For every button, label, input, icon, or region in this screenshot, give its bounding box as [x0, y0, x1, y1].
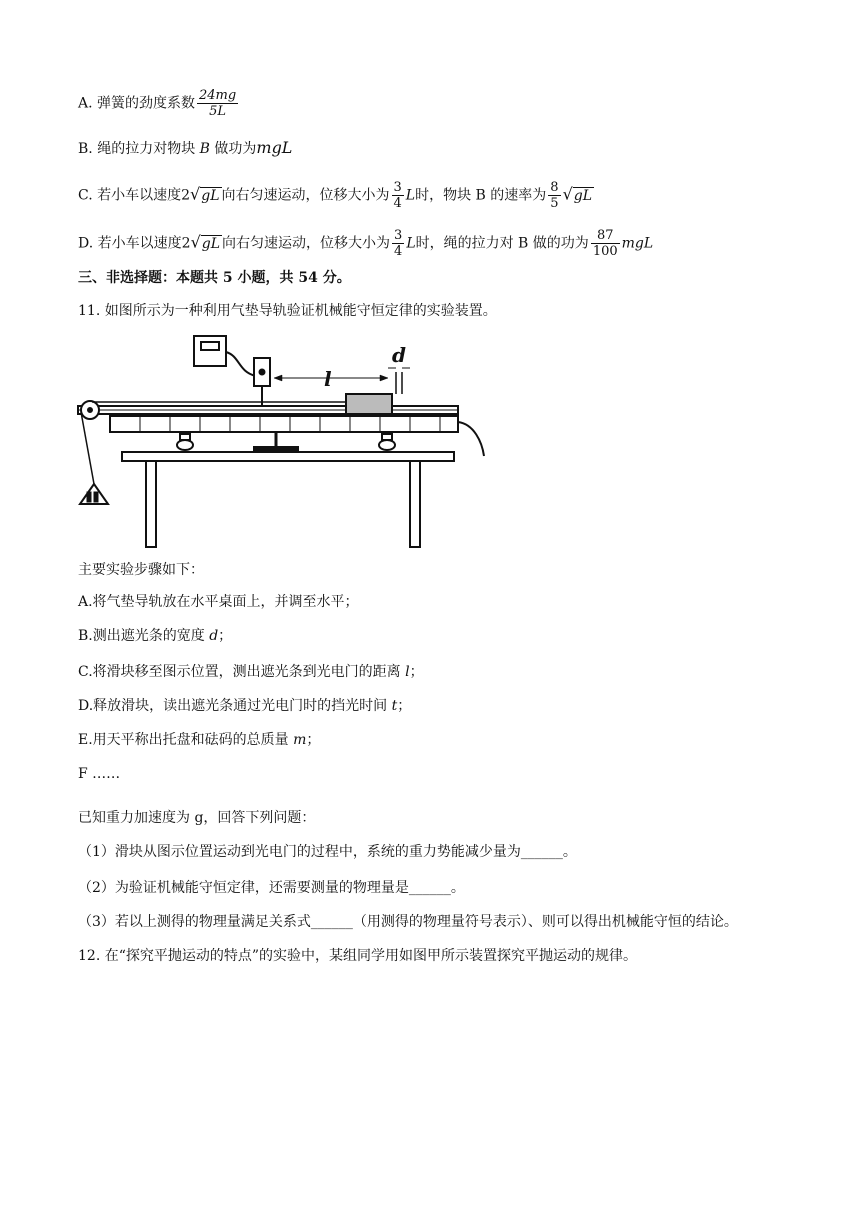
fraction: $\frac{3}{4}$ — [394, 228, 403, 259]
fraction: $\frac{3}{4}$ — [393, 180, 402, 211]
step-b: B.测出遮光条的宽度 d； — [78, 628, 233, 644]
label-d: d — [392, 343, 406, 367]
fraction: $\frac{24mg}{5L}$ — [199, 88, 237, 119]
step-a: A.将气垫导轨放在水平桌面上，并调至水平； — [78, 594, 359, 610]
part-2: （2）为验证机械能守恒定律，还需要测量的物理量是______。 — [78, 880, 465, 896]
fraction: $\frac{8}{5}$ — [550, 180, 559, 211]
step-d: D.释放滑块，读出遮光条通过光电门时的挡光时间 t； — [78, 698, 412, 714]
fraction: $\frac{87}{100}$ — [592, 228, 618, 259]
steps-title: 主要实验步骤如下： — [78, 562, 204, 578]
air-track-apparatus-figure — [70, 332, 500, 550]
part-1: （1）滑块从图示位置运动到光电门的过程中，系统的重力势能减少量为______。 — [78, 844, 577, 860]
part-3: （3）若以上测得的物理量满足关系式______（用测得的物理量符号表示）、则可以得出机械能守恒的结论。 — [78, 914, 738, 930]
section-heading: 三、非选择题：本题共 5 小题，共 54 分。 — [78, 270, 351, 286]
option-d: D. 若小车以速度2√gL 向右匀速运动，位移大小为 $\frac{3}{4}$ L时，绳的拉力对 B 做的功为 $\frac{87}{100}$ mgL — [78, 228, 654, 259]
option-c: C. 若小车以速度2√gL 向右匀速运动，位移大小为 $\frac{3}{4}$ L时，物块 B 的速率为 $\frac{8}{5}$ √gL — [78, 180, 593, 211]
option-b: B. 绳的拉力对物块 B 做功为mgL — [78, 138, 293, 157]
step-c: C.将滑块移至图示位置，测出遮光条到光电门的距离 l； — [78, 664, 424, 680]
option-a: A. 弹簧的劲度系数 $\frac{24mg}{5L}$ — [78, 88, 237, 119]
step-e: E.用天平称出托盘和砝码的总质量 m； — [78, 732, 321, 748]
question-11-stem: 11. 如图所示为一种利用气垫导轨验证机械能守恒定律的实验装置。 — [78, 303, 497, 319]
given-statement: 已知重力加速度为 g，回答下列问题： — [78, 810, 316, 826]
label-l: l — [324, 367, 332, 391]
step-f: F …… — [78, 766, 121, 782]
question-12-stem: 12. 在“探究平抛运动的特点”的实验中，某组同学用如图甲所示装置探究平抛运动的规律。 — [78, 948, 638, 964]
